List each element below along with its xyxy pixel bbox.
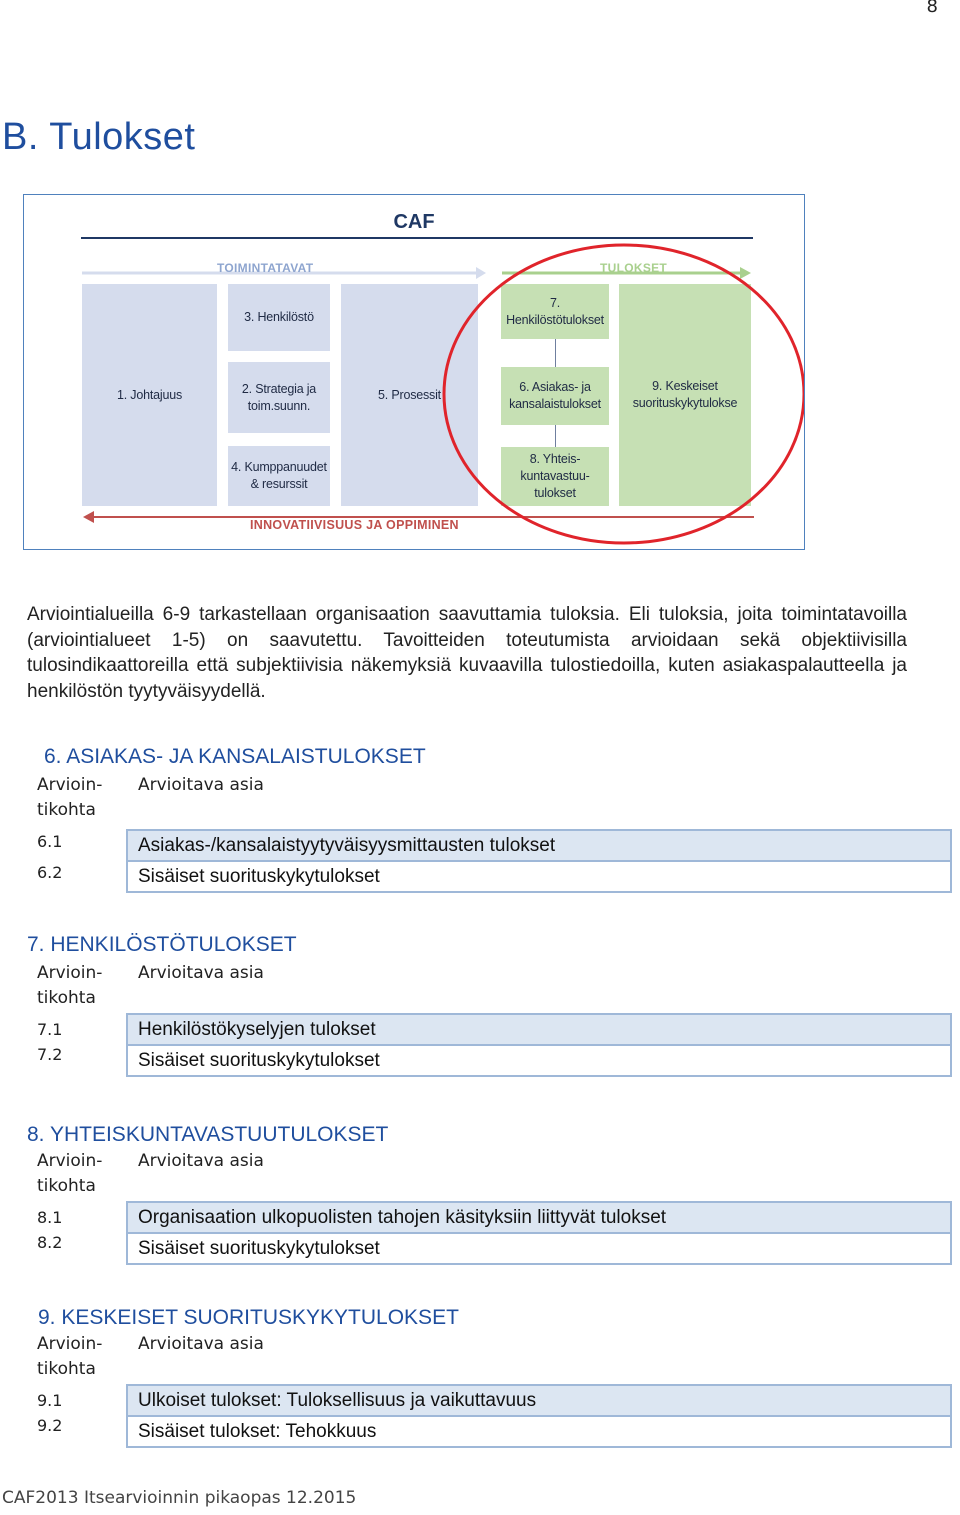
box-people-results: 7. Henkilöstötulokset bbox=[501, 284, 609, 339]
col-header-criterion-1: Arvioin- bbox=[37, 1334, 103, 1354]
table-row: Sisäiset suorituskykytulokset bbox=[128, 862, 950, 891]
row-num-6-1: 6.1 bbox=[37, 832, 63, 851]
row-num-7-1: 7.1 bbox=[37, 1020, 63, 1039]
results-label: TULOKSET bbox=[600, 261, 668, 275]
table-row: Sisäiset tulokset: Tehokkuus bbox=[128, 1417, 950, 1446]
col-header-criterion-2: tikohta bbox=[37, 800, 96, 820]
section-6-heading: 6. ASIAKAS- JA KANSALAISTULOKSET bbox=[44, 745, 426, 768]
intro-paragraph: Arviointialueilla 6-9 tarkastellaan organisaation saavuttamia tuloksia. Eli tuloksia, joita toimintatavoilla (arviointialueet 1-5) on saavutettu. Tavoitteiden toteutumista arvioidaan sekä objektiivisilla tulosindikaattoreilla että subjektiivisia näkemyksiä kuvaavilla tulostiedoilla, kuten asiakaspalautteella ja henkilöstön tyytyväisyydellä. bbox=[27, 604, 907, 702]
box-key-results: 9. Keskeiset suorituskykytulokse bbox=[619, 284, 751, 506]
box-society-results: 8. Yhteis-kuntavastuu-tulokset bbox=[501, 447, 609, 506]
table-row: Organisaation ulkopuolisten tahojen käsityksiin liittyvät tulokset bbox=[128, 1203, 950, 1234]
results-highlight-circle bbox=[24, 195, 804, 549]
col-header-criterion-2: tikohta bbox=[37, 988, 96, 1008]
row-num-7-2: 7.2 bbox=[37, 1045, 63, 1064]
box-people: 3. Henkilöstö bbox=[228, 284, 330, 351]
col-header-criterion-1: Arvioin- bbox=[37, 963, 103, 983]
col-header-subject: Arvioitava asia bbox=[138, 1151, 264, 1171]
row-num-6-2: 6.2 bbox=[37, 863, 63, 882]
table-row: Asiakas-/kansalaistyytyväisyysmittausten tulokset bbox=[128, 831, 950, 862]
box-leadership: 1. Johtajuus bbox=[82, 284, 217, 506]
box-customer-results: 6. Asiakas- ja kansalaistulokset bbox=[501, 367, 609, 425]
row-num-9-1: 9.1 bbox=[37, 1391, 63, 1410]
row-num-8-1: 8.1 bbox=[37, 1208, 63, 1227]
box-strategy: 2. Strategia ja toim.suunn. bbox=[228, 362, 330, 433]
section-7-table bbox=[126, 1013, 952, 1077]
section-8-table bbox=[126, 1201, 952, 1265]
box-processes: 5. Prosessit bbox=[341, 284, 478, 506]
col-header-criterion-2: tikohta bbox=[37, 1359, 96, 1379]
col-header-subject: Arvioitava asia bbox=[138, 775, 264, 795]
caf-diagram bbox=[23, 194, 805, 550]
section-9-table bbox=[126, 1384, 952, 1448]
table-row: Sisäiset suorituskykytulokset bbox=[128, 1234, 950, 1263]
row-num-9-2: 9.2 bbox=[37, 1416, 63, 1435]
col-header-subject: Arvioitava asia bbox=[138, 963, 264, 983]
table-row: Sisäiset suorituskykytulokset bbox=[128, 1046, 950, 1075]
col-header-subject: Arvioitava asia bbox=[138, 1334, 264, 1354]
col-header-criterion-2: tikohta bbox=[37, 1176, 96, 1196]
col-header-criterion-1: Arvioin- bbox=[37, 1151, 103, 1171]
red-circle bbox=[444, 245, 804, 543]
innovation-label: INNOVATIIVISUUS JA OPPIMINEN bbox=[250, 518, 459, 532]
diagram-title: CAF bbox=[393, 211, 435, 233]
page-number: 8 bbox=[926, 0, 938, 17]
section-8-heading: 8. YHTEISKUNTAVASTUUTULOKSET bbox=[27, 1123, 389, 1146]
col-header-criterion-1: Arvioin- bbox=[37, 775, 103, 795]
enablers-label: TOIMINTATAVAT bbox=[217, 261, 314, 275]
page-footer: CAF2013 Itsearvioinnin pikaopas 12.2015 bbox=[2, 1488, 357, 1508]
section-7-heading: 7. HENKILÖSTÖTULOKSET bbox=[27, 933, 297, 956]
box-partnerships: 4. Kumppanuudet & resurssit bbox=[228, 446, 330, 506]
section-title: B. Tulokset bbox=[2, 116, 196, 158]
row-num-8-2: 8.2 bbox=[37, 1233, 63, 1252]
section-6-table bbox=[126, 829, 952, 893]
table-row: Ulkoiset tulokset: Tuloksellisuus ja vaikuttavuus bbox=[128, 1386, 950, 1417]
section-9-heading: 9. KESKEISET SUORITUSKYKYTULOKSET bbox=[38, 1306, 459, 1329]
table-row: Henkilöstökyselyjen tulokset bbox=[128, 1015, 950, 1046]
